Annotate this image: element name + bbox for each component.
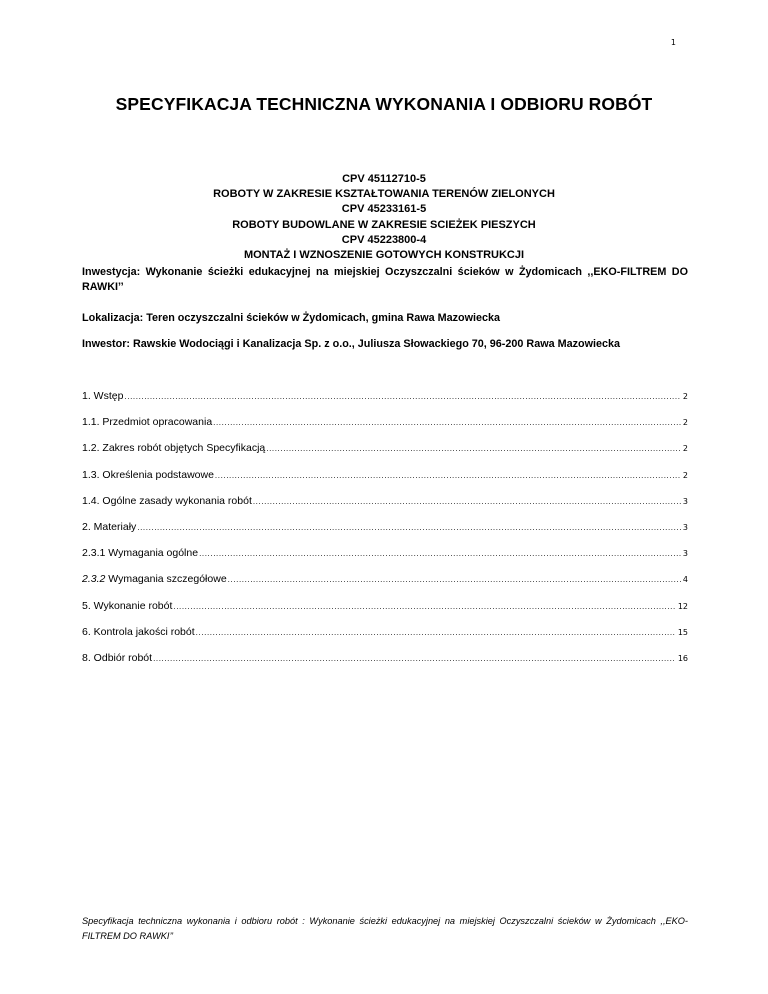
toc-item-wstep[interactable] [82,390,688,402]
toc-number: 2.3.2 [82,573,106,586]
cpv-description-2: ROBOTY BUDOWLANE W ZAKRESIE SCIEŻEK PIESZYCH [232,218,536,231]
toc-page-number: 2 [682,444,688,454]
cpv-block [0,172,768,263]
table-of-contents [82,390,688,678]
cpv-code-2: CPV 45233161-5 [341,203,427,216]
toc-item-odbior-robot[interactable] [82,652,688,664]
toc-page-number: 2 [682,418,688,428]
toc-leader [228,575,681,584]
toc-number: 8. [82,651,91,664]
toc-page-number: 12 [677,601,688,611]
toc-leader [253,497,681,506]
toc-text: Kontrola jakości robót [90,625,195,638]
investor-line: Inwestor: Rawskie Wodociągi i Kanalizacja Sp. z o.o., Juliusza Słowackiego 70, 96-200 Rawa Mazowiecka [82,338,621,350]
toc-item-okreslenia-podstawowe[interactable] [82,469,688,481]
toc-text: Wykonanie robót [90,599,173,612]
toc-item-kontrola-jakosci[interactable] [82,626,688,638]
toc-text: Materiały [90,520,137,533]
toc-item-wymagania-szczegolowe[interactable] [82,573,688,585]
toc-text: Wymagania ogólne [105,547,199,560]
toc-item-zakres-robot[interactable] [82,442,688,454]
cpv-code-3: CPV 45223800-4 [341,233,427,246]
toc-number: 5. [82,599,91,612]
location-line: Lokalizacja: Teren oczyszczalni ścieków w Żydomicach, gmina Rawa Mazowiecka [82,312,501,324]
toc-text: Określenia podstawowe [99,468,214,481]
toc-leader [124,392,680,401]
toc-page-number: 3 [682,522,688,532]
cpv-code-1: CPV 45112710-5 [342,173,426,185]
toc-item-wykonanie-robot[interactable] [82,600,688,612]
toc-item-wymagania-ogolne[interactable] [82,547,688,559]
toc-leader [173,602,675,611]
toc-number: 1.3. [82,468,100,481]
cpv-description-1: ROBOTY W ZAKRESIE KSZTAŁTOWANIA TERENÓW ZIELONYCH [213,188,555,201]
toc-text: Wymagania szczegółowe [105,573,227,586]
toc-text: Ogólne zasady wykonania robót [99,494,252,507]
toc-leader [266,444,681,453]
toc-page-number: 3 [682,496,688,506]
cpv-description-3: MONTAŻ I WZNOSZENIE GOTOWYCH KONSTRUKCJI [243,249,525,262]
toc-text: Zakres robót objętych Specyfikacją [99,442,266,455]
toc-text: Wstęp [90,390,124,402]
toc-item-ogolne-zasady[interactable] [82,495,688,507]
toc-number: 1.1. [82,416,100,429]
toc-page-number: 3 [682,549,688,559]
toc-text: Odbiór robót [90,651,153,664]
toc-leader [137,523,681,532]
toc-text: Przedmiot opracowania [99,416,213,429]
toc-number: 1. [82,390,91,402]
document-title: SPECYFIKACJA TECHNICZNA WYKONANIA I ODBIORU ROBÓT [115,94,653,114]
toc-number: 1.4. [82,494,100,507]
toc-leader [153,654,676,663]
toc-leader [199,549,681,558]
toc-number: 6. [82,625,91,638]
toc-page-number: 2 [682,470,688,480]
toc-page-number: 4 [682,575,688,585]
toc-page-number: 15 [677,627,688,637]
investment-line: Inwestycja: Wykonanie ścieżki edukacyjnej na miejskiej Oczyszczalni ścieków w Żydomicach ,,EKO-FILTREM DO RAWKI’’ [82,266,688,293]
toc-leader [215,471,681,480]
toc-number: 2.3.1 [82,547,106,560]
page-footer: Specyfikacja techniczna wykonania i odbioru robót : Wykonanie ścieżki edukacyjnej na miejskiej Oczyszczalni ścieków w Żydomicach ,,EKO-FILTREM DO RAWKI’’ [82,916,688,941]
toc-page-number: 16 [677,653,688,663]
page-number: 1 [670,38,676,47]
toc-leader [196,628,676,637]
toc-page-number: 2 [682,392,688,401]
toc-number: 1.2. [82,442,100,455]
toc-item-materialy[interactable] [82,521,688,533]
toc-number: 2. [82,520,91,533]
toc-leader [213,418,681,427]
toc-item-przedmiot-opracowania[interactable] [82,416,688,428]
